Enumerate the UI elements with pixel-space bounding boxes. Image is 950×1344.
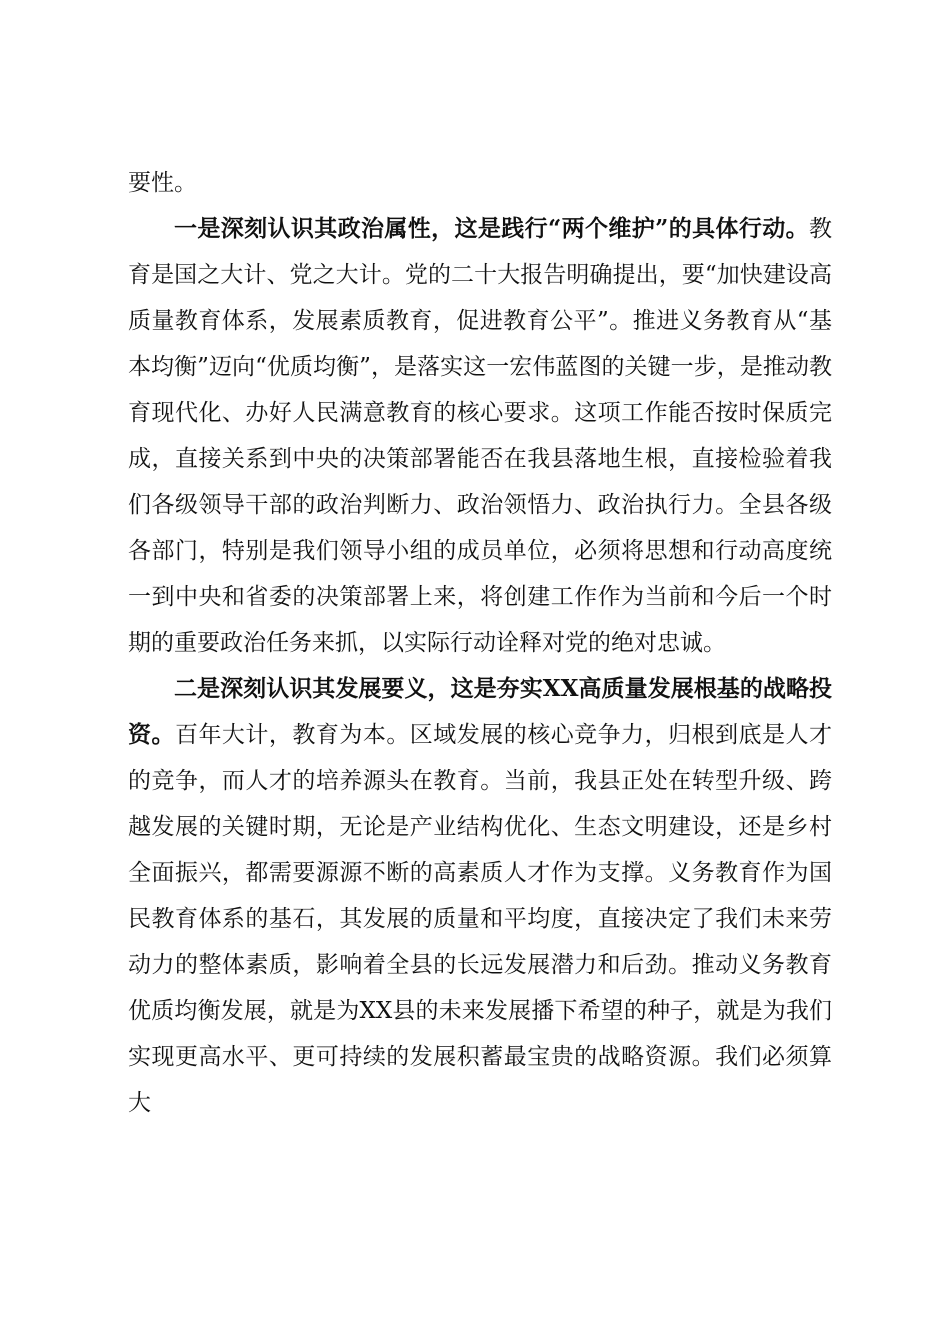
document-body [128, 160, 832, 1126]
paragraph-text: 教育是国之大计、党之大计。党的二十大报告明确提出，要“加快建设高质量教育体系，发展素质教育，促进教育公平”。推进义务教育从“基本均衡”迈向“优质均衡”，是落实这一宏伟蓝图的关键一步，是推动教育现代化、办好人民满意教育的核心要求。这项工作能否按时保质完成，直接关系到中央的决策部署能否在我县落地生根，直接检验着我们各级领导干部的政治判断力、政治领悟力、政治执行力。全县各级各部门，特别是我们领导小组的成员单位，必须将思想和行动高度统一到中央和省委的决策部署上来，将创建工作作为当前和今后一个时期的重要政治任务来抓，以实际行动诠释对党的绝对忠诚。 [128, 216, 832, 656]
paragraph-lead-heading: 一是深刻认识其政治属性，这是践行“两个维护”的具体行动。 [174, 215, 809, 242]
paragraph-text: 要性。 [128, 170, 197, 196]
paragraph-development-significance [128, 666, 832, 1126]
paragraph-text: 百年大计，教育为本。区域发展的核心竞争力，归根到底是人才的竞争，而人才的培养源头在教育。当前，我县正处在转型升级、跨越发展的关键时期，无论是产业结构优化、生态文明建设，还是乡村全面振兴，都需要源源不断的高素质人才作为支撑。义务教育作为国民教育体系的基石，其发展的质量和平均度，直接决定了我们未来劳动力的整体素质，影响着全县的长远发展潜力和后劲。推动义务教育优质均衡发展，就是为XX县的未来发展播下希望的种子，就是为我们实现更高水平、更可持续的发展积蓄最宝贵的战略资源。我们必须算大 [128, 722, 833, 1116]
paragraph-political-attribute [128, 206, 832, 666]
paragraph-continuation [128, 160, 832, 206]
paragraph-lead-heading: 二是深刻认识其发展要义，这是夯实XX高质量发展根基的战略投资。 [128, 675, 832, 748]
